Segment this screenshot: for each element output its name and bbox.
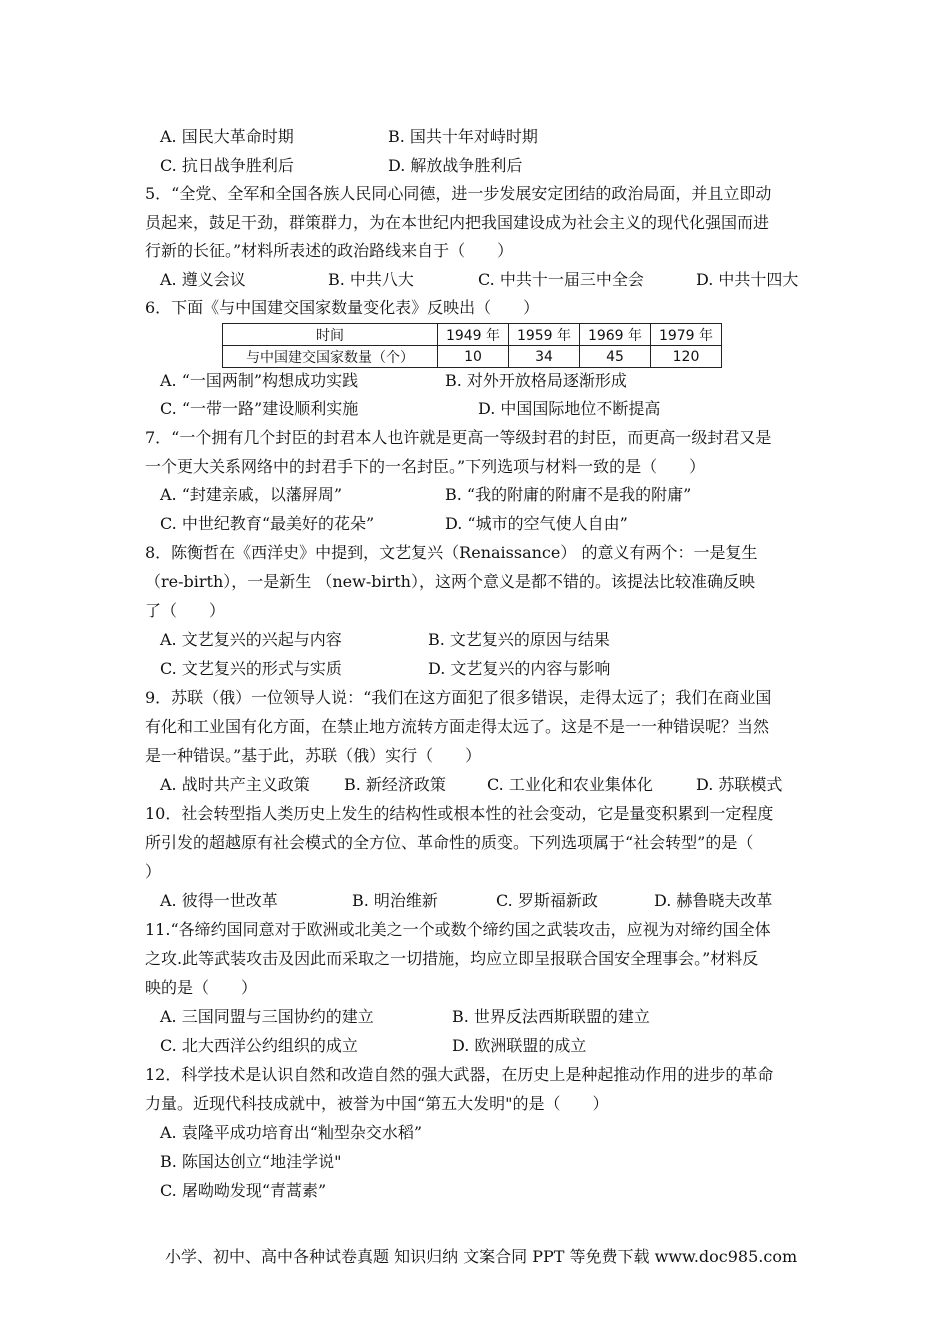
q9-stem-line-1: 9．苏联（俄）一位领导人说：“我们在这方面犯了很多错误，走得太远了；我们在商业国 xyxy=(145,688,772,707)
q5-option-c: C. 中共十一届三中全会 xyxy=(478,270,644,289)
q10-option-a: A. 彼得一世改革 xyxy=(160,891,278,910)
q11-option-a: A. 三国同盟与三国协约的建立 xyxy=(160,1007,374,1026)
q5-option-a: A. 遵义会议 xyxy=(160,270,246,289)
table-header-row xyxy=(223,324,722,346)
q5-option-d: D. 中共十四大 xyxy=(696,270,799,289)
q11-stem-line-3: 映的是（ ） xyxy=(145,978,258,997)
q11-stem-line-2: 之攻.此等武装攻击及因此而采取之一切措施，均应立即呈报联合国安全理事会。”材料反 xyxy=(145,949,759,968)
q8-option-b: B. 文艺复兴的原因与结果 xyxy=(428,630,610,649)
q9-stem-line-3: 是一种错误。”基于此，苏联（俄）实行（ ） xyxy=(145,746,482,765)
table-cell: 45 xyxy=(580,346,651,368)
q5-stem-line-1: 5．“全党、全军和全国各族人民同心同德，进一步发展安定团结的政治局面，并且立即动 xyxy=(145,184,772,203)
q10-option-b: B. 明治维新 xyxy=(352,891,438,910)
q7-option-b: B. “我的附庸的附庸不是我的附庸” xyxy=(445,485,692,504)
q8-option-a: A. 文艺复兴的兴起与内容 xyxy=(160,630,342,649)
table-header-cell: 1959 年 xyxy=(509,324,580,346)
table-header-cell: 1979 年 xyxy=(651,324,722,346)
q8-stem-line-2: （re-birth），一是新生 （new-birth），这两个意义是都不错的。该提法比较准确反映 xyxy=(145,572,755,591)
q6-option-a: A. “一国两制”构想成功实践 xyxy=(160,371,359,390)
q6-option-d: D. 中国国际地位不断提高 xyxy=(478,399,661,418)
table-header-cell: 1969 年 xyxy=(580,324,651,346)
q7-option-d: D. “城市的空气使人自由” xyxy=(445,514,628,533)
table-header-cell: 1949 年 xyxy=(438,324,509,346)
q12-option-b: B. 陈国达创立“地洼学说" xyxy=(160,1152,342,1171)
q8-option-d: D. 文艺复兴的内容与影响 xyxy=(428,659,611,678)
q11-option-d: D. 欧洲联盟的成立 xyxy=(452,1036,587,1055)
q12-option-a: A. 袁隆平成功培育出“籼型杂交水稻” xyxy=(160,1123,423,1142)
q11-option-b: B. 世界反法西斯联盟的建立 xyxy=(452,1007,650,1026)
q8-stem-line-1: 8．陈衡哲在《西洋史》中提到，文艺复兴（Renaissance） 的意义有两个：一是复生 xyxy=(145,543,758,562)
q7-option-a: A. “封建亲戚，以藩屏周” xyxy=(160,485,343,504)
q4-option-d: D. 解放战争胜利后 xyxy=(388,156,523,175)
table-cell: 120 xyxy=(651,346,722,368)
table-cell: 10 xyxy=(438,346,509,368)
q4-option-c: C. 抗日战争胜利后 xyxy=(160,156,294,175)
q8-stem-line-3: 了（ ） xyxy=(145,601,226,620)
q9-option-d: D. 苏联模式 xyxy=(696,775,783,794)
diplomatic-relations-table xyxy=(222,323,722,368)
q10-stem-line-3: ） xyxy=(145,862,162,881)
q11-option-c: C. 北大西洋公约组织的成立 xyxy=(160,1036,358,1055)
q6-option-c: C. “一带一路”建设顺利实施 xyxy=(160,399,359,418)
q5-option-b: B. 中共八大 xyxy=(328,270,414,289)
q9-stem-line-2: 有化和工业国有化方面，在禁止地方流转方面走得太远了。这是不是一一种错误呢？当然 xyxy=(145,717,770,736)
q9-option-c: C. 工业化和农业集体化 xyxy=(487,775,653,794)
q8-option-c: C. 文艺复兴的形式与实质 xyxy=(160,659,342,678)
q10-option-c: C. 罗斯福新政 xyxy=(496,891,598,910)
q11-stem-line-1: 11.“各缔约国同意对于欧洲或北美之一个或数个缔约国之武装攻击，应视为对缔约国全体 xyxy=(145,920,771,939)
q7-stem-line-2: 一个更大关系网络中的封君手下的一名封臣。”下列选项与材料一致的是（ ） xyxy=(145,457,706,476)
table-cell: 与中国建交国家数量（个） xyxy=(223,346,438,368)
table-cell: 34 xyxy=(509,346,580,368)
q12-option-c: C. 屠呦呦发现“青蒿素” xyxy=(160,1181,327,1200)
q6-option-b: B. 对外开放格局逐渐形成 xyxy=(445,371,627,390)
q9-option-b: B. 新经济政策 xyxy=(344,775,446,794)
q4-option-b: B. 国共十年对峙时期 xyxy=(388,127,538,146)
q10-stem-line-2: 所引发的超越原有社会模式的全方位、革命性的质变。下列选项属于“社会转型”的是（ xyxy=(145,833,754,852)
table-header-cell: 时间 xyxy=(223,324,438,346)
table-row xyxy=(223,346,722,368)
q10-option-d: D. 赫鲁晓夫改革 xyxy=(654,891,773,910)
q7-stem-line-1: 7．“一个拥有几个封臣的封君本人也许就是更高一等级封君的封臣，而更高一级封君又是 xyxy=(145,428,772,447)
q9-option-a: A. 战时共产主义政策 xyxy=(160,775,310,794)
q10-stem-line-1: 10．社会转型指人类历史上发生的结构性或根本性的社会变动，它是量变积累到一定程度 xyxy=(145,804,774,823)
q12-stem-line-2: 力量。近现代科技成就中，被誉为中国“第五大发明"的是（ ） xyxy=(145,1094,609,1113)
footer-ad-text: 小学、初中、高中各种试卷真题 知识归纳 文案合同 PPT 等免费下载 www.doc985.com xyxy=(165,1247,798,1266)
q5-stem-line-3: 行新的长征。”材料所表述的政治路线来自于（ ） xyxy=(145,241,514,260)
q12-stem-line-1: 12．科学技术是认识自然和改造自然的强大武器，在历史上是种起推动作用的进步的革命 xyxy=(145,1065,774,1084)
q4-option-a: A. 国民大革命时期 xyxy=(160,127,294,146)
q6-stem: 6．下面《与中国建交国家数量变化表》反映出（ ） xyxy=(145,298,540,317)
q7-option-c: C. 中世纪教育“最美好的花朵” xyxy=(160,514,375,533)
q5-stem-line-2: 员起来，鼓足干劲，群策群力，为在本世纪内把我国建设成为社会主义的现代化强国而进 xyxy=(145,213,770,232)
